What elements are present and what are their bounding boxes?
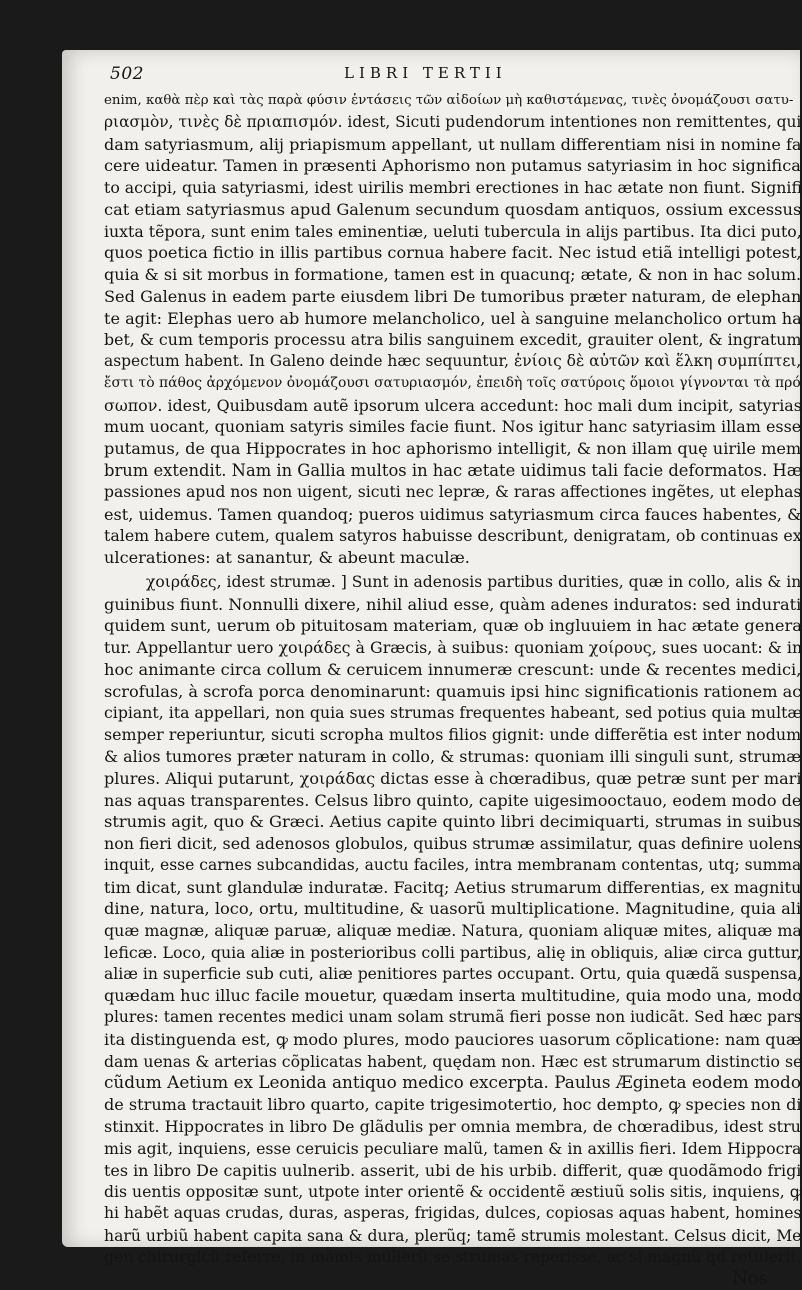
text-line: putamus, de qua Hippocrates in hoc aphorismo intelligit, & non illam quę uirile mem <box>104 439 802 459</box>
text-line: hi habẽt aquas crudas, duras, asperas, frigidas, dulces, copiosas aquas habent, homines <box>104 1204 802 1223</box>
text-line: aspectum habent. In Galeno deinde hæc sequuntur, ἐνίοις δὲ αὐτῶν καὶ ἕλκη συμπίπτει, <box>104 352 802 371</box>
text-line: Nos <box>732 1268 768 1290</box>
text-line: cere uideatur. Tamen in præsenti Aphorismo non putamus satyriasim in hoc significa <box>104 156 801 176</box>
text-line: hoc animante circa collum & ceruicem innumeræ crescunt: unde & recentes medici, <box>104 659 802 679</box>
text-line: tim dicat, sunt glandulæ induratæ. Facitq; Aetius strumarum differentias, ex magnitu <box>104 877 802 897</box>
text-line: dis uentis oppositæ sunt, utpote inter orientẽ & occidentẽ æstiuũ solis sitis, inquiens, ꝙ <box>104 1182 802 1202</box>
text-line: enim, καθὰ πὲρ καὶ τὰς παρὰ φύσιν ἐντάσεις τῶν αἰδοίων μὴ καθιστάμενας, τινὲς ὀνομάζουσι σατυ- <box>104 93 794 108</box>
text-line: ulcerationes: at sanantur, & abeunt maculæ. <box>104 548 470 568</box>
text-line: cũdum Aetium ex Leonida antiquo medico excerpta. Paulus Ægineta eodem modo <box>104 1072 801 1093</box>
text-line: quidem sunt, uerum ob pituitosam materiam, quæ ob ingluuiem in hac ætate genera <box>104 616 802 636</box>
text-line: iuxta tẽpora, sunt enim tales eminentiæ, ueluti tubercula in alijs partibus. Ita dici puto, <box>104 221 802 241</box>
text-line: gen chirurgicũ referre, in mãmis mulierũ se strumas reperisse, ac si magnũ qd retulerit. <box>104 1247 802 1266</box>
text-line: quæ magnæ, aliquæ paruæ, aliquæ mediæ. Natura, quoniam aliquæ mites, aliquæ ma <box>104 921 802 941</box>
text-line: leficæ. Loco, quia aliæ in posterioribus colli partibus, alię in obliquis, aliæ circa guttur, <box>104 942 802 962</box>
text-line: de struma tractauit libro quarto, capite trigesimotertio, hoc dempto, ꝙ species non di <box>104 1095 802 1115</box>
text-line: quia & si sit morbus in formatione, tamen est in quacunq; ætate, & non in hac solum. <box>104 265 802 285</box>
text-line: & alios tumores præter naturam in collo, & strumas: quoniam illi singuli sunt, strumæ <box>104 746 802 766</box>
text-line: ita distinguenda est, ꝙ modo plures, modo pauciores uasorum cõplicatione: nam quæ <box>104 1029 802 1049</box>
text-line: nas aquas transparentes. Celsus libro quinto, capite uigesimooctauo, eodem modo de <box>104 790 802 810</box>
text-line: tes in libro De capitis uulnerib. asserit, ubi de his urbib. differit, quæ quodãmodo frigi <box>104 1160 802 1180</box>
text-line: ριασμὸν, τινὲς δὲ πριαπισμόν. idest, Sicuti pudendorum intentiones non remittentes, qui <box>104 112 802 131</box>
text-line: te agit: Elephas uero ab humore melancholico, uel à sanguine melancholico ortum ha <box>104 308 802 328</box>
text-line: mum uocant, quoniam satyris similes facie fiunt. Nos igitur hanc satyriasim illam esse <box>104 417 802 437</box>
text-line: bet, & cum temporis processu atra bilis sanguinem excedit, grauiter olent, & ingratum <box>104 330 802 350</box>
text-line: harũ urbiũ habent capita sana & dura, plerũq; tamẽ strumis molestant. Celsus dicit, Me <box>104 1225 802 1245</box>
text-line: tur. Appellantur uero χοιράδες à Græcis, à suibus: quoniam χοίρους, sues uocant: & in <box>104 638 802 658</box>
text-line: est, uidemus. Tamen quandoq; pueros uidimus satyriasmum circa fauces habentes, & <box>104 504 802 524</box>
page-header <box>62 64 800 86</box>
text-line: scrofulas, à scrofa porca denominarunt: quamuis ipsi hinc significationis rationem ac <box>104 681 802 701</box>
text-line: mis agit, inquiens, esse ceruicis peculiare malũ, tamen & in axillis fieri. Idem Hippocra <box>104 1138 802 1158</box>
text-line: quos poetica fictio in illis partibus cornua habere facit. Nec istud etiã intelligi potest, <box>104 243 802 263</box>
text-line: dam uenas & arterias cõplicatas habent, quędam non. Hæc est strumarum distinctio se <box>104 1051 802 1071</box>
text-line: quædam huc illuc facile mouetur, quædam inserta multitudine, quia modo una, modo <box>104 986 802 1006</box>
text-line: plures. Aliqui putarunt, χοιράδας dictas esse à chœradibus, quæ petræ sunt per mari <box>104 768 802 788</box>
text-line: dine, natura, loco, ortu, multitudine, & uasorũ multiplicatione. Magnitudine, quia ali <box>104 899 802 919</box>
text-line: cat etiam satyriasmus apud Galenum secundum quosdam antiquos, ossium excessus <box>104 199 802 219</box>
text-body <box>62 90 800 1290</box>
text-line: χοιράδες, idest strumæ. ] Sunt in adenosis partibus durities, quæ in collo, alis & in <box>146 572 802 591</box>
text-line: strumis agit, quo & Græci. Aetius capite quinto libri decimiquarti, strumas in suibus <box>104 812 801 832</box>
text-line: plures: tamen recentes medici unam solam strumã fieri posse non iudicãt. Sed hæc pars <box>104 1008 802 1027</box>
text-line: ἔστι τὸ πάθος ἀρχόμενον ὀνομάζουσι σατυριασμόν, ἐπειδὴ τοῖς σατύροις ὅμοιοι γίγνονται τὰ πρό <box>104 374 801 391</box>
text-line: Sed Galenus in eadem parte eiusdem libri De tumoribus præter naturam, de elephan <box>104 286 802 306</box>
text-line: dam satyriasmum, alij priapismum appellant, ut nullam differentiam nisi in nomine fa <box>104 134 802 154</box>
running-head: LIBRI TERTII <box>344 64 507 82</box>
text-line: inquit, esse carnes subcandidas, auctu faciles, intra membranam contentas, utq; summa <box>104 855 802 874</box>
text-line: σωπον. idest, Quibusdam autẽ ipsorum ulcera accedunt: hoc mali dum incipit, satyrias <box>104 395 802 415</box>
book-page <box>62 50 802 1290</box>
page-number: 502 <box>110 64 144 84</box>
text-line: to accipi, quia satyriasmi, idest uirilis membri erectiones in hac ætate non fiunt. Signifi <box>104 178 802 198</box>
text-line: passiones apud nos non uigent, sicuti nec lepræ, & raras affectiones ingẽtes, ut elephas <box>104 482 802 501</box>
text-line: non fieri dicit, sed adenosos globulos, quibus strumæ assimilatur, quas definire uolens <box>104 834 802 854</box>
text-line: cipiant, ita appellari, non quia sues strumas frequentes habeant, sed potius quia multæ <box>104 703 802 723</box>
text-line: brum extendit. Nam in Gallia multos in hac ætate uidimus tali facie deformatos. Hæ <box>104 461 802 481</box>
text-line: stinxit. Hippocrates in libro De glãdulis per omnia membra, de chœradibus, idest stru <box>104 1116 801 1136</box>
text-line: talem habere cutem, qualem satyros habuisse describunt, denigratam, ob continuas ex <box>104 526 802 546</box>
text-line: aliæ in superficie sub cuti, aliæ penitiores partes occupant. Ortu, quia quædã suspensa, <box>104 964 802 983</box>
text-line: semper reperiuntur, sicuti scropha multos filios gignit: unde differẽtia est inter nodum <box>104 725 802 745</box>
text-line: guinibus fiunt. Nonnulli dixere, nihil aliud esse, quàm adenes induratos: sed indurati <box>104 594 802 614</box>
